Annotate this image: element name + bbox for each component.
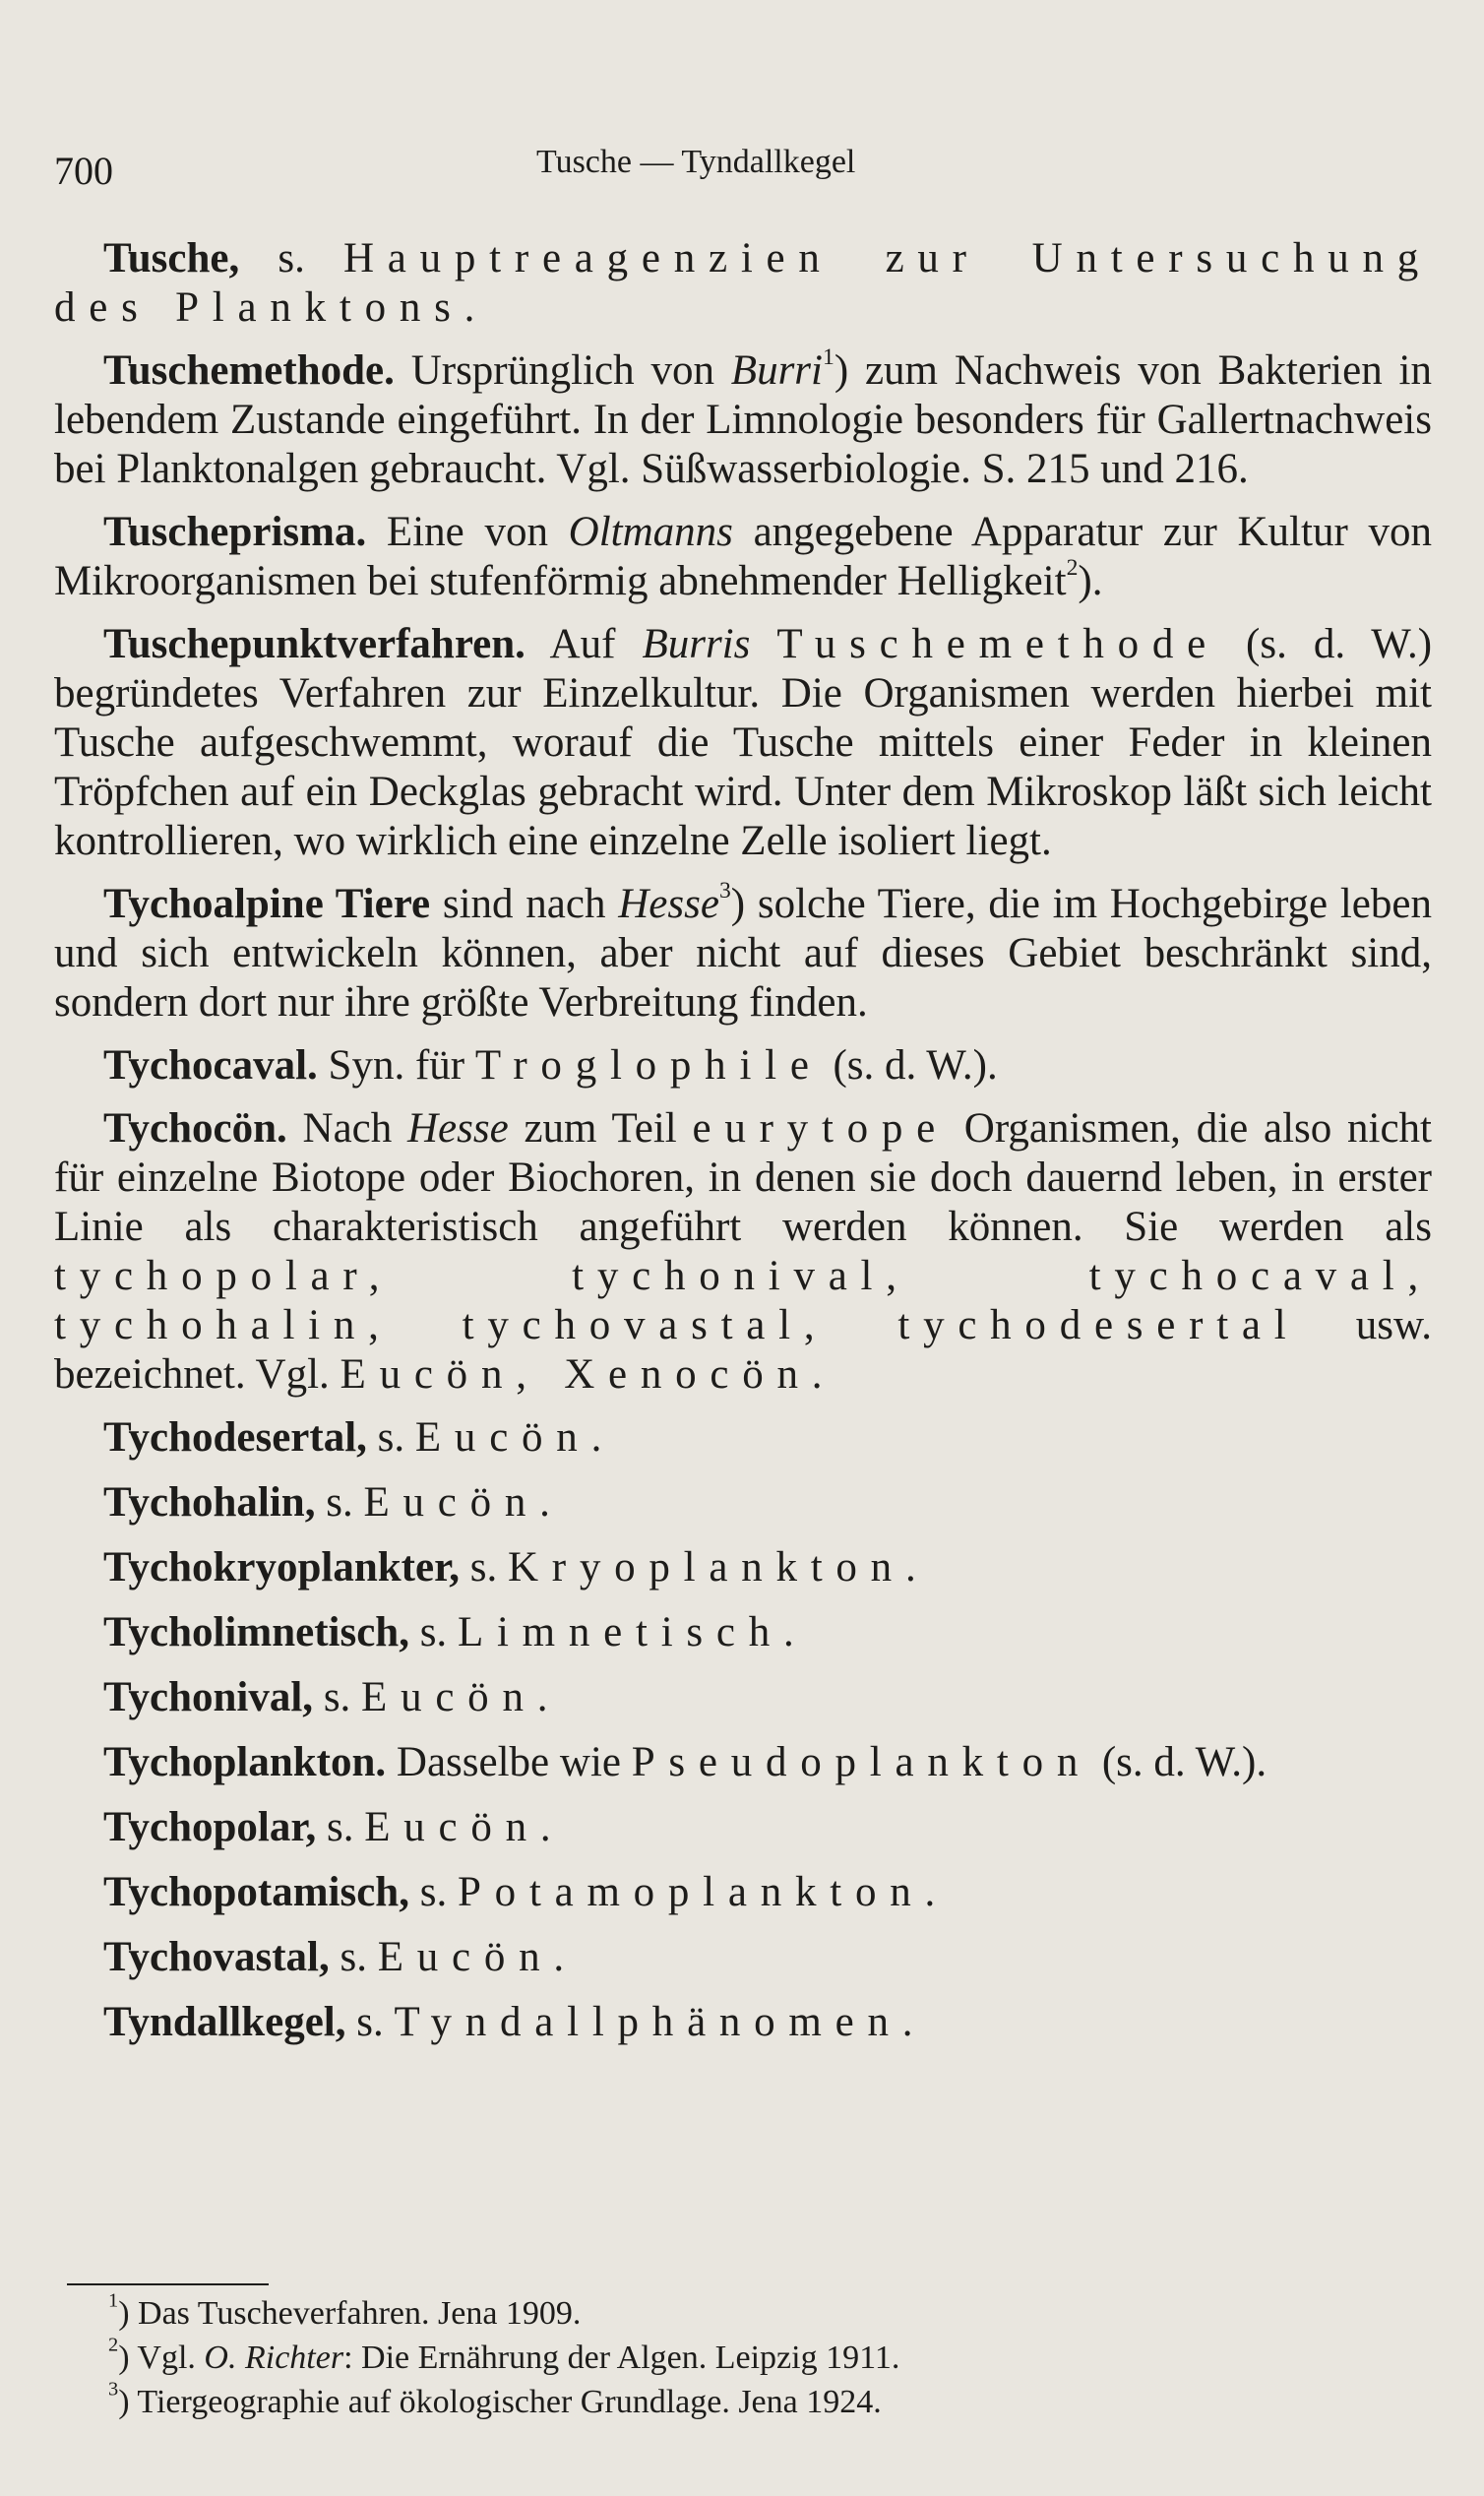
entry-tuschepunktverfahren (54, 620, 1432, 866)
footnote-number: 1 (108, 2289, 119, 2312)
entry-tusche (54, 234, 1432, 333)
entry-text: s. (408, 1609, 458, 1655)
entry-text: Syn. für (317, 1042, 475, 1089)
cross-reference: Eucön (414, 1414, 591, 1461)
headword: Tychovastal, (103, 1934, 330, 1980)
headword: Tychopotamisch, (103, 1869, 409, 1915)
entry-text: Ursprünglich von (394, 347, 731, 394)
author-name: Oltmanns (568, 509, 733, 555)
entry-tychonival (54, 1673, 1432, 1722)
entry-text: . (924, 1869, 936, 1915)
entry-text: (s. d. W.). (1091, 1739, 1268, 1785)
footnote-marker: 2 (1066, 554, 1079, 581)
spaced-term-list: tychopolar, tychonival, tychocaval, tychohalin, tychovastal, tychodesertal (54, 1253, 1432, 1348)
footnote-text: : Die Ernährung der Algen. Leipzig 1911. (343, 2340, 900, 2376)
headword: Tyndallkegel, (103, 1999, 346, 2045)
headword: Tuschepunktverfahren. (103, 621, 526, 667)
entry-text: ) zum Nachweis von Bakterien in lebendem Zustande eingeführt. In der Limnologie besonders für Gallertnachweis bei Planktonalgen gebraucht. Vgl. Süßwasserbiologie. S. 215 und 216. (54, 347, 1433, 492)
entry-text: usw. bezeichnet. Vgl. (54, 1302, 1432, 1398)
author-name: Hesse (407, 1105, 509, 1152)
entry-tychopotamisch (54, 1868, 1432, 1917)
entry-text: . (536, 1674, 548, 1720)
footnote-number: 3 (108, 2378, 119, 2401)
cross-reference: Tyndallphänomen (394, 1999, 902, 2045)
cross-reference: Tuschemethode (776, 621, 1219, 667)
entry-text: . (590, 1414, 602, 1461)
entry-text: s. (239, 235, 343, 281)
entry-tychovastal (54, 1933, 1432, 1982)
cross-reference: Limnetisch (457, 1609, 783, 1655)
entry-text: Eine von (366, 509, 569, 555)
cross-reference: Potamoplankton (457, 1869, 925, 1915)
entry-text: Nach (286, 1105, 407, 1152)
cross-reference: Eucön, Xenocön (340, 1351, 812, 1398)
footnote-text: ) Tiergeographie auf ökologischer Grundlage. Jena 1924. (118, 2384, 882, 2420)
spaced-term: eurytope (692, 1105, 950, 1152)
entry-text: angegebene Apparatur zur Kultur von Mikroorganismen bei stufenförmig abnehmender Helligkeit (54, 509, 1432, 604)
headword: Tychokryoplankter, (103, 1544, 460, 1591)
entry-text: Dasselbe wie (386, 1739, 632, 1785)
entry-text: . (811, 1351, 823, 1398)
headword: Tuscheprisma. (103, 509, 367, 555)
entry-text: ). (1078, 558, 1103, 604)
running-head: Tusche — Tyndallkegel (536, 144, 856, 180)
footnote-text: ) Das Tuscheverfahren. Jena 1909. (118, 2295, 582, 2332)
headword: Tychoalpine Tiere (103, 881, 431, 927)
entry-text: . (539, 1479, 550, 1526)
entry-text: s. (345, 1999, 395, 2045)
entry-text: . (783, 1609, 794, 1655)
page-header (54, 138, 1432, 217)
entry-text: sind nach (430, 881, 619, 927)
headword: Tychohalin, (103, 1479, 316, 1526)
headword: Tychocaval. (103, 1042, 318, 1089)
entry-text: s. (459, 1544, 508, 1591)
headword: Tychocön. (103, 1105, 287, 1152)
footnote-1 (108, 2291, 1388, 2336)
entry-tychohalin (54, 1478, 1432, 1528)
entry-text: . (464, 284, 475, 331)
entry-tuscheprisma (54, 508, 1432, 606)
headword: Tycholimnetisch, (103, 1609, 409, 1655)
cross-reference: Eucön (361, 1674, 537, 1720)
entry-tychokryoplankter (54, 1543, 1432, 1592)
entry-text: . (901, 1999, 913, 2045)
footnote-marker: 1 (822, 343, 835, 370)
author-name: Burris (642, 621, 751, 667)
entry-tychocoen (54, 1104, 1432, 1400)
entry-text: (s. d. W.) begründetes Verfahren zur Einzelkultur. Die Organismen werden hierbei mit Tusche aufgeschwemmt, worauf die Tusche mittels einer Feder in kleinen Tröpfchen auf ein Deckglas gebracht wird. Unter dem Mikroskop läßt sich leicht kontrollieren, wo wirklich eine einzelne Zelle isoliert liegt. (54, 621, 1433, 864)
entry-tyndallkegel (54, 1998, 1432, 2047)
entry-tychocaval (54, 1041, 1432, 1091)
entry-tychoalpine-tiere (54, 877, 1432, 1028)
entry-text: . (904, 1544, 916, 1591)
entry-tychodesertal (54, 1413, 1432, 1463)
entry-text: s. (316, 1804, 365, 1850)
cross-reference: Kryoplankton (507, 1544, 905, 1591)
cross-reference: Pseudoplankton (631, 1739, 1092, 1785)
footnote-number: 2 (108, 2334, 119, 2356)
cross-reference: Hauptreagenzien zur Untersuchung des Planktons (54, 235, 1432, 331)
footnote-text: ) Vgl. (118, 2340, 205, 2376)
headword: Tychoplankton. (103, 1739, 387, 1785)
headword: Tychodesertal, (103, 1414, 367, 1461)
entry-text: Auf (525, 621, 643, 667)
footnote-3 (108, 2380, 1388, 2424)
cross-reference: Eucön (364, 1804, 540, 1850)
footnote-rule (67, 2283, 269, 2285)
headword: Tychopolar, (103, 1804, 317, 1850)
entry-text: . (553, 1934, 565, 1980)
author-name: Burri (730, 347, 823, 394)
author-name: O. Richter (204, 2340, 344, 2376)
author-name: Hesse (618, 881, 719, 927)
entry-tychopolar (54, 1803, 1432, 1852)
headword: Tychonival, (103, 1674, 314, 1720)
dictionary-entries (54, 234, 1432, 2063)
entry-tychoplankton (54, 1738, 1432, 1787)
entry-text: . (539, 1804, 551, 1850)
entry-text: Organismen, die also nicht für einzelne Biotope oder Biochoren, in denen sie doch dauernd leben, in erster Linie als charakteristisch angeführt werden können. Sie werden als (54, 1105, 1433, 1250)
footnotes (108, 2291, 1388, 2424)
entry-text: s. (408, 1869, 458, 1915)
headword: Tuschemethode. (103, 347, 395, 394)
entry-text: s. (315, 1479, 364, 1526)
entry-text: s. (313, 1674, 362, 1720)
entry-text: s. (366, 1414, 415, 1461)
entry-text: ) solche Tiere, die im Hochgebirge leben und sich entwickeln können, aber nicht auf dieses Gebiet beschränkt sind, sondern dort nur ihre größte Verbreitung finden. (54, 881, 1432, 1026)
headword: Tusche, (103, 235, 240, 281)
entry-text: s. (329, 1934, 378, 1980)
entry-text: zum Teil (508, 1105, 693, 1152)
entry-tycholimnetisch (54, 1608, 1432, 1657)
entry-tuschemethode (54, 343, 1433, 494)
entry-text: (s. d. W.). (822, 1042, 998, 1089)
cross-reference: Troglophile (474, 1042, 823, 1089)
entry-text (750, 621, 776, 667)
cross-reference: Eucön (363, 1479, 540, 1526)
cross-reference: Eucön (377, 1934, 554, 1980)
footnote-2 (108, 2336, 1388, 2380)
page-number: 700 (54, 149, 113, 193)
footnote-marker: 3 (718, 877, 731, 904)
